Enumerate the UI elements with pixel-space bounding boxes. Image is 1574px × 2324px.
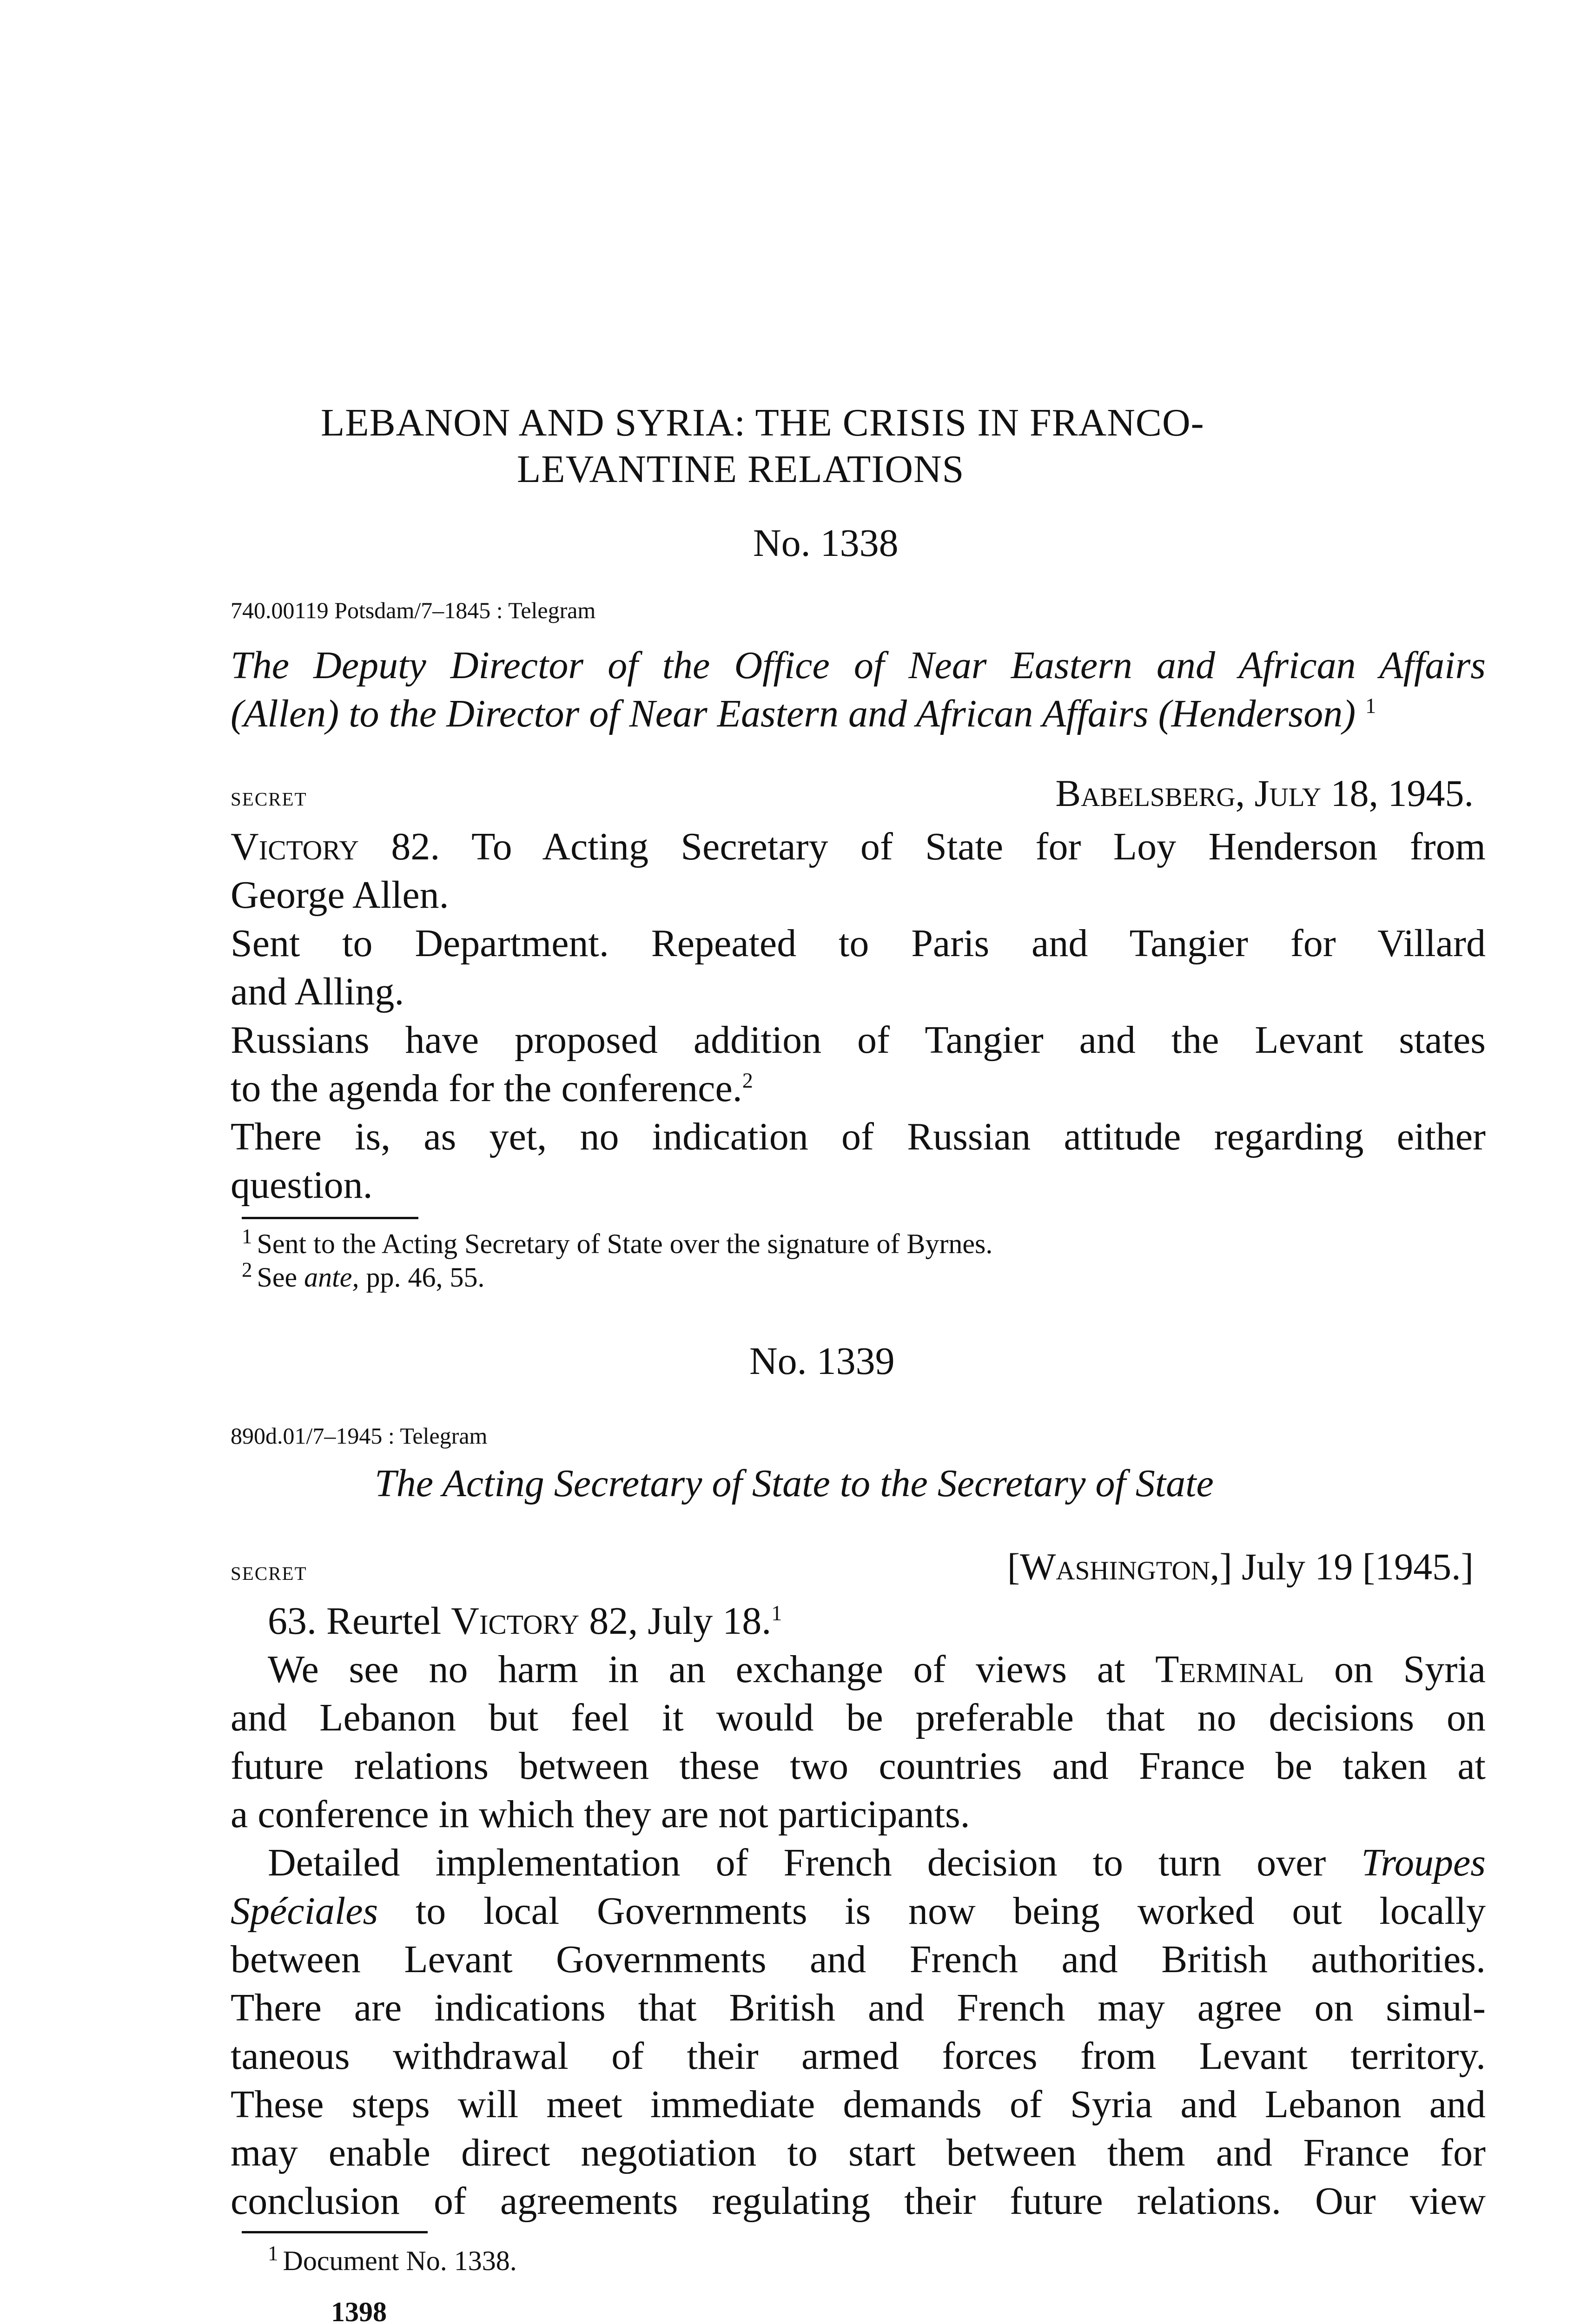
body-line: Russians have proposed addition of Tangier and the Levant states	[231, 1018, 1486, 1062]
body-text: Terminal	[1155, 1648, 1304, 1691]
footnote-ref: 1	[771, 1601, 782, 1625]
body-line: and Alling.	[231, 970, 404, 1013]
body-line	[231, 1064, 753, 1113]
footnote-divider	[242, 2231, 428, 2233]
footnote-ref: 2	[742, 1069, 753, 1092]
heading-text: (Allen) to the Director of Near Eastern and African Affairs (Henderson)	[231, 692, 1356, 735]
body-line	[268, 1597, 782, 1645]
footnote	[242, 1258, 485, 1294]
body-line	[268, 1839, 1486, 1887]
document-heading-line-1: The Deputy Director of the Office of Near Eastern and African Affairs	[231, 644, 1486, 687]
classification-label: secret	[231, 781, 307, 812]
body-text: Troupes	[1361, 1841, 1486, 1884]
footnote-text: ante,	[304, 1262, 359, 1293]
body-line: and Lebanon but feel it would be preferable that no decisions on	[231, 1696, 1486, 1739]
footnote-text: Document No. 1338.	[283, 2245, 517, 2276]
body-line: Sent to Department. Repeated to Paris and Tangier for Villard	[231, 922, 1486, 965]
document-heading: The Acting Secretary of State to the Secretary of State	[375, 1462, 1214, 1505]
classification-label: secret	[231, 1556, 307, 1586]
body-text: 82, July 18.	[579, 1599, 772, 1643]
body-text: Spéciales	[231, 1889, 378, 1933]
dateline: Babelsberg, July 18, 1945.	[1055, 772, 1474, 814]
body-text: Victory	[451, 1599, 580, 1643]
body-text: on Syria	[1304, 1648, 1486, 1691]
body-line: conclusion of agreements regulating their future relations. Our view	[231, 2179, 1486, 2223]
body-text: Detailed implementation of French decision to turn over	[268, 1841, 1362, 1884]
body-line	[268, 1645, 1486, 1694]
body-line: There are indications that British and French may agree on simul-	[231, 1986, 1486, 2029]
footnote-divider	[242, 1217, 418, 1219]
footnote-mark: 2	[242, 1258, 252, 1281]
page-title-line-1: LEBANON AND SYRIA: THE CRISIS IN FRANCO-	[321, 401, 1204, 444]
dateline-text: ,] July 19 [1945.]	[1210, 1545, 1474, 1588]
body-text: We see no harm in an exchange of views at	[268, 1648, 1156, 1691]
body-line: taneous withdrawal of their armed forces from Levant territory.	[231, 2034, 1486, 2078]
body-text: to local Governments is now being worked out locally	[378, 1889, 1486, 1933]
footnote-text: pp. 46, 55.	[359, 1262, 485, 1293]
document-number: No. 1338	[753, 522, 899, 565]
file-reference: 740.00119 Potsdam/7–1845 : Telegram	[231, 597, 596, 623]
body-line: may enable direct negotiation to start between them and France for	[231, 2131, 1486, 2174]
footnote-text: Sent to the Acting Secretary of State over the signature of Byrnes.	[257, 1228, 993, 1259]
body-line	[231, 1887, 1486, 1935]
dateline	[1007, 1545, 1474, 1589]
body-text: 63. Reurtel	[268, 1599, 451, 1643]
body-line	[231, 823, 1486, 871]
body-text: Victory	[231, 825, 359, 868]
document-heading-line-2	[231, 690, 1376, 738]
page-number: 1398	[331, 2297, 387, 2324]
footnote-text: See	[257, 1262, 304, 1293]
body-line: question.	[231, 1163, 373, 1207]
dateline-text: [	[1007, 1545, 1020, 1588]
body-line: a conference in which they are not participants.	[231, 1793, 970, 1836]
footnote	[268, 2244, 517, 2278]
body-text: to the agenda for the conference.	[231, 1067, 742, 1110]
page-title-line-2: LEVANTINE RELATIONS	[517, 448, 965, 491]
body-line: These steps will meet immediate demands of Syria and Lebanon and	[231, 2083, 1486, 2126]
body-line: between Levant Governments and French and British authorities.	[231, 1938, 1486, 1981]
footnote-mark: 1	[268, 2242, 278, 2265]
body-text: 82. To Acting Secretary of State for Loy Henderson from	[358, 825, 1486, 868]
dateline-place: Washington	[1020, 1545, 1210, 1588]
body-line: future relations between these two countries and France be taken at	[231, 1744, 1486, 1788]
body-line: There is, as yet, no indication of Russian attitude regarding either	[231, 1115, 1486, 1158]
document-number: No. 1339	[749, 1340, 895, 1383]
footnote	[242, 1227, 992, 1261]
footnote-ref: 1	[1365, 694, 1376, 718]
body-line: George Allen.	[231, 873, 449, 917]
footnote-mark: 1	[242, 1225, 252, 1248]
file-reference: 890d.01/7–1945 : Telegram	[231, 1423, 488, 1449]
